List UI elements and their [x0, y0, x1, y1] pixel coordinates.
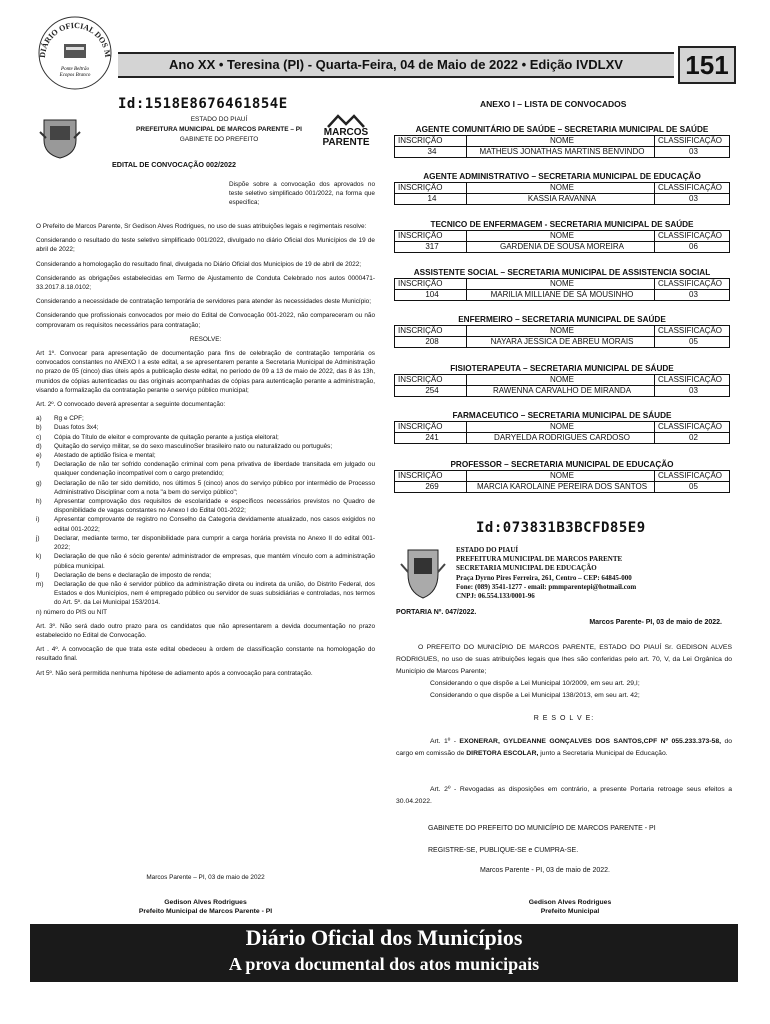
svg-text:Ecopos Branco: Ecopos Branco: [59, 73, 91, 78]
table-row: 317 GARDENIA DE SOUSA MOREIRA 06: [394, 242, 730, 253]
secretaria-line: SECRETARIA MUNICIPAL DE EDUCAÇÃO: [456, 564, 597, 573]
table-header-row: [394, 471, 730, 482]
document-list: [36, 414, 375, 607]
portaria-title: PORTARIA Nº. 047/2022.: [396, 609, 477, 616]
document-id-left: Id:1518E8676461854E: [118, 96, 288, 112]
col-nome: NOME: [467, 471, 655, 481]
contact-line: Fone: (089) 3541-1277 - email: pmmparentepi@hotmail.com: [456, 582, 637, 591]
consideration-2: Considerando o que dispõe a Lei Municipal 138/2013, em seu art. 42;: [430, 692, 640, 699]
portaria-preamble: O PREFEITO DO MUNICÍPIO DE MARCOS PARENTE, ESTADO DO PIAUÍ Sr. GEDISON ALVES RODRIGUES, no uso de suas atribuições legais que lhes são conferidas pelo art. 70, V, da Lei Orgânica do Município de Marcos Parente;: [396, 644, 732, 675]
table-row: 34 MATHEUS JONATHAS MARTINS BENVINDO 03: [394, 147, 730, 158]
cnpj-line: CNPJ: 06.554.133/0001-96: [456, 592, 535, 601]
piaui-crest-icon: [398, 544, 448, 600]
signature-name: Gedison Alves Rodrigues: [164, 899, 247, 906]
logo-text-2: PARENTE: [322, 137, 370, 148]
portaria-article-1: Art. 1º - EXONERAR, GYLDEANNE GONÇALVES DOS SANTOS,CPF Nº 055.233.373-58, do cargo em comissão de DIRETORA ESCOLAR, junto a Secretaria Municipal de Educação.: [396, 738, 732, 757]
signature-title: Prefeito Municipal: [540, 908, 600, 915]
col-nome: NOME: [467, 326, 655, 336]
annex-title: ANEXO I – LISTA DE CONVOCADOS: [480, 99, 627, 109]
table-header-row: [394, 183, 730, 194]
table-header-row: [394, 279, 730, 290]
col-classificacao: CLASSIFICAÇÃO: [658, 183, 723, 192]
portaria-date-top: Marcos Parente- PI, 03 de maio de 2022.: [589, 619, 722, 626]
table-row: 14 KASSIA RAVANNA 03: [394, 194, 730, 205]
col-classificacao: CLASSIFICAÇÃO: [658, 375, 723, 384]
svg-text:DIÁRIO OFICIAL DOS MUNICÍPIOS: DIÁRIO OFICIAL DOS M: [37, 20, 113, 59]
list-item: a) Rg e CPF;: [36, 415, 84, 423]
list-item: f) Declaração de não ter sofrido condenação criminal com pena privativa de liberdade transitada em julgado ou qualquer condenação incompatível com o cargo pretendido;: [36, 461, 375, 478]
list-item: b) Duas fotos 3x4;: [36, 424, 99, 432]
edital-date: Marcos Parente – PI, 03 de maio de 2022: [146, 874, 265, 881]
list-item: h) Apresentar comprovação dos requisitos de escolaridade e específicos necessários previstos no Quadro de disponibilidade de vagas constantes no Anexo I do Edital 001-2022;: [36, 498, 375, 515]
convocados-table: [394, 363, 730, 397]
logo-mark-icon: [326, 114, 366, 128]
article-4: Art . 4º. A convocação de que trata este edital obedeceu à ordem de classificação constante na homologação do resultado final.: [36, 646, 375, 663]
table-header-row: [394, 422, 730, 433]
table-header-row: [394, 375, 730, 386]
table-title: FARMACEUTICO – SECRETARIA MUNICIPAL DE SÁUDE: [394, 410, 730, 422]
municipal-crest-icon: [36, 116, 84, 160]
signature-name: Gedison Alves Rodrigues: [528, 899, 612, 906]
table-title: ASSISTENTE SOCIAL – SECRETARIA MUNICIPAL DE ASSISTENCIA SOCIAL: [394, 267, 730, 279]
portaria-registre: REGISTRE-SE, PUBLIQUE-SE e CUMPRA-SE.: [428, 847, 579, 854]
footer-slogan: A prova documental dos atos municipais: [228, 954, 540, 974]
list-item: d) Quitação do serviço militar, se do sexo masculinoSer brasileiro nato ou naturalizado ou português;: [36, 442, 333, 450]
table-row: 208 NAYARA JESSICA DE ABREU MORAIS 05: [394, 337, 730, 348]
col-classificacao: CLASSIFICAÇÃO: [658, 422, 723, 431]
col-classificacao: CLASSIFICAÇÃO: [658, 279, 723, 288]
prefeitura-line: PREFEITURA MUNICIPAL DE MARCOS PARENTE – PI: [136, 126, 302, 133]
logo-text-1: MARCOS: [323, 127, 369, 138]
col-nome: NOME: [467, 279, 655, 289]
svg-text:Ponte Beltrão: Ponte Beltrão: [61, 67, 89, 72]
convocados-table: [394, 171, 730, 205]
table-title: ENFERMEIRO – SECRETARIA MUNICIPAL DE SAÚDE: [394, 314, 730, 326]
edital-body: [36, 222, 375, 678]
signature-left: [36, 898, 375, 916]
table-header-row: [394, 326, 730, 337]
paragraph-considering-4: Considerando a necessidade de contratação temporária de servidores para atender às necessidades deste Município;: [36, 298, 372, 306]
table-row: 269 MARCIA KAROLAINE PEREIRA DOS SANTOS 05: [394, 482, 730, 493]
paragraph-considering-1: Considerando o resultado do teste seletivo simplificado 001/2022, divulgado no diário Oficial dos Municípios de 19 de abril de 2022;: [36, 237, 375, 254]
consideration-1: Considerando o que dispõe a Lei Municipal 10/2009, em seu art. 29,I;: [430, 680, 640, 687]
portaria-article-2: Art. 2º - Revogadas as disposições em contrário, a presente Portaria retroage seus efeitos a 30.04.2022.: [396, 786, 732, 805]
list-item-n: n) número do PIS ou NIT: [36, 608, 108, 616]
portaria-gabinete: GABINETE DO PREFEITO DO MUNICÍPIO DE MARCOS PARENTE - PI: [428, 825, 656, 832]
address-line: Praça Dyrno Pires Ferreira, 261, Centro – CEP: 64845-000: [456, 573, 632, 582]
article-3: Art. 3º. Não será dado outro prazo para os candidatos que não apresentarem a devida documentação no prazo estabelecido no Edital de Convocação.: [36, 622, 375, 639]
list-item: l) Declaração de bens e declaração de imposto de renda;: [36, 571, 212, 579]
paragraph-considering-5: Considerando que profissionais convocados por meio do Edital de Convocação 001-2022, não compareceram ou não comprovaram os requisitos necessários para contratação;: [36, 312, 375, 329]
table-title: TECNICO DE ENFERMAGEM - SECRETARIA MUNICIPAL DE SAÚDE: [394, 219, 730, 231]
col-classificacao: CLASSIFICAÇÃO: [658, 471, 723, 480]
col-inscricao: INSCRIÇÃO: [395, 375, 467, 385]
header-bar: Ano XX • Teresina (PI) - Quarta-Feira, 04 de Maio de 2022 • Edição IVDLXV: [118, 52, 674, 78]
paragraph-preamble: O Prefeito de Marcos Parente, Sr Gedison Alves Rodrigues, no uso de suas atribuições legais e regimentais resolve:: [36, 223, 367, 230]
edital-ementa: Dispõe sobre a convocação dos aprovados no teste seletivo simplificado 001/2022, na forma que especifica;: [229, 181, 375, 207]
table-title: AGENTE ADMINISTRATIVO – SECRETARIA MUNICIPAL DE EDUCAÇÃO: [394, 171, 730, 183]
col-nome: NOME: [467, 136, 655, 146]
convocados-table: [394, 314, 730, 348]
col-classificacao: CLASSIFICAÇÃO: [658, 326, 723, 335]
convocados-table: [394, 267, 730, 301]
table-row: 241 DARYELDA RODRIGUES CARDOSO 02: [394, 433, 730, 444]
table-header-row: [394, 136, 730, 147]
col-inscricao: INSCRIÇÃO: [395, 471, 467, 481]
col-nome: NOME: [467, 183, 655, 193]
page-number: 151: [678, 46, 736, 84]
convocados-table: [394, 219, 730, 253]
article-1: Art 1º. Convocar para apresentação de documentação para fins de celebração de contratação temporária os convocados constantes no ANEXO I a este edital, a se apresentarem perante a Secretaria Municipal de Administração no prazo de 05 (cinco) dias úteis após a publicação deste edital, no período de 09 a 13 de maio de 2022, das 8 às 13h, munidos de cópias autenticadas ou das originais acompanhadas de cópias para autenticação perante a administração, visando a formalização da contratação perante o serviço público municipal;: [36, 350, 375, 394]
list-item: g) Declaração de não ter sido demitido, nos últimos 5 (cinco) anos do serviço público por intermédio de Processo Administrativo Disciplinar com a nota "a bem do serviço público";: [36, 479, 375, 496]
footer-banner: [30, 924, 738, 982]
cabinet-line: GABINETE DO PREFEITO: [179, 136, 259, 143]
col-inscricao: INSCRIÇÃO: [395, 326, 467, 336]
letterhead-left: [120, 115, 318, 145]
col-inscricao: INSCRIÇÃO: [395, 183, 467, 193]
footer-title: Diário Oficial dos Municípios: [245, 925, 523, 950]
list-item: e) Atestado de aptidão física e mental;: [36, 452, 156, 460]
col-inscricao: INSCRIÇÃO: [395, 422, 467, 432]
marcos-parente-logo: [316, 114, 376, 148]
table-title: AGENTE COMUNITÁRIO DE SAÚDE – SECRETARIA MUNICIPAL DE SAÚDE: [394, 124, 730, 136]
col-classificacao: CLASSIFICAÇÃO: [658, 231, 723, 240]
col-nome: NOME: [467, 231, 655, 241]
convocados-table: [394, 459, 730, 493]
table-title: PROFESSOR – SECRETARIA MUNICIPAL DE EDUCAÇÃO: [394, 459, 730, 471]
list-item: i) Apresentar comprovante de registro no Conselho da Categoria devidamente atualizado, nos casos exigidos no edital 001-2022;: [36, 516, 375, 533]
paragraph-considering-3: Considerando as obrigações estabelecidas em Termo de Ajustamento de Conduta Celebrado nos autos 0000471-33.2017.8.18.0102;: [36, 274, 375, 292]
col-inscricao: INSCRIÇÃO: [395, 136, 467, 146]
portaria-date-bottom: Marcos Parente - PI, 03 de maio de 2022.: [480, 867, 610, 874]
list-item: c) Cópia do Título de eleitor e comprovante de quitação perante a justiça eleitoral;: [36, 433, 279, 441]
edital-title: EDITAL DE CONVOCAÇÃO 002/2022: [112, 160, 236, 169]
list-item: j) Declarar, mediante termo, ter disponibilidade para cumprir a carga horária prevista no Anexo II do edital 001-2022;: [36, 534, 375, 552]
table-title: FISIOTERAPEUTA – SECRETARIA MUNICIPAL DE SÁUDE: [394, 363, 730, 375]
col-inscricao: INSCRIÇÃO: [395, 279, 467, 289]
col-nome: NOME: [467, 375, 655, 385]
list-item: m) Declaração de que não é servidor público da administração direta ou indireta da união, do Distrito Federal, dos Estados e dos Municípios, nem é empregado público ou servidor de suas subsidiárias e controladas, nos termos do Art. 5º. da Lei Municipal 153/2014.: [36, 580, 375, 607]
article-2: Art. 2º. O convocado deverá apresentar a seguinte documentação:: [36, 401, 226, 409]
list-item: k) Declaração de que não é sócio gerente/ administrador de empresas, que mantém vínculo com a administração pública municipal.: [36, 553, 375, 570]
convocados-table: [394, 124, 730, 158]
table-header-row: [394, 231, 730, 242]
state-line: ESTADO DO PIAUÍ: [456, 546, 519, 554]
table-row: 104 MARILIA MILLIANE DE SÁ MOUSINHO 03: [394, 290, 730, 301]
paragraph-considering-2: Considerando a homologação do resultado final, divulgada no Diário Oficial dos Municípios de 19 de abril de 2022;: [36, 260, 362, 268]
col-inscricao: INSCRIÇÃO: [395, 231, 467, 241]
prefeitura-line: PREFEITURA MUNICIPAL DE MARCOS PARENTE: [456, 555, 623, 564]
portaria-resolve: R E S O L V E:: [533, 715, 595, 722]
letterhead-right: [456, 546, 736, 601]
article-5: Art 5º. Não será permitida nenhuma hipótese de adiamento após a convocação para contratação.: [36, 669, 313, 677]
portaria-considerations: [430, 678, 730, 702]
col-nome: NOME: [467, 422, 655, 432]
document-id-right: Id:073831B3BCFD85E9: [476, 520, 646, 536]
state-line: ESTADO DO PIAUÍ: [190, 116, 248, 123]
convocados-table: [394, 410, 730, 444]
signature-title: Prefeito Municipal de Marcos Parente - PI: [138, 908, 273, 915]
resolve-heading: RESOLVE:: [189, 335, 222, 343]
signature-right: [470, 898, 670, 916]
table-row: 254 RAWENNA CARVALHO DE MIRANDA 03: [394, 386, 730, 397]
diario-seal-logo: [36, 14, 114, 92]
col-classificacao: CLASSIFICAÇÃO: [658, 136, 723, 145]
